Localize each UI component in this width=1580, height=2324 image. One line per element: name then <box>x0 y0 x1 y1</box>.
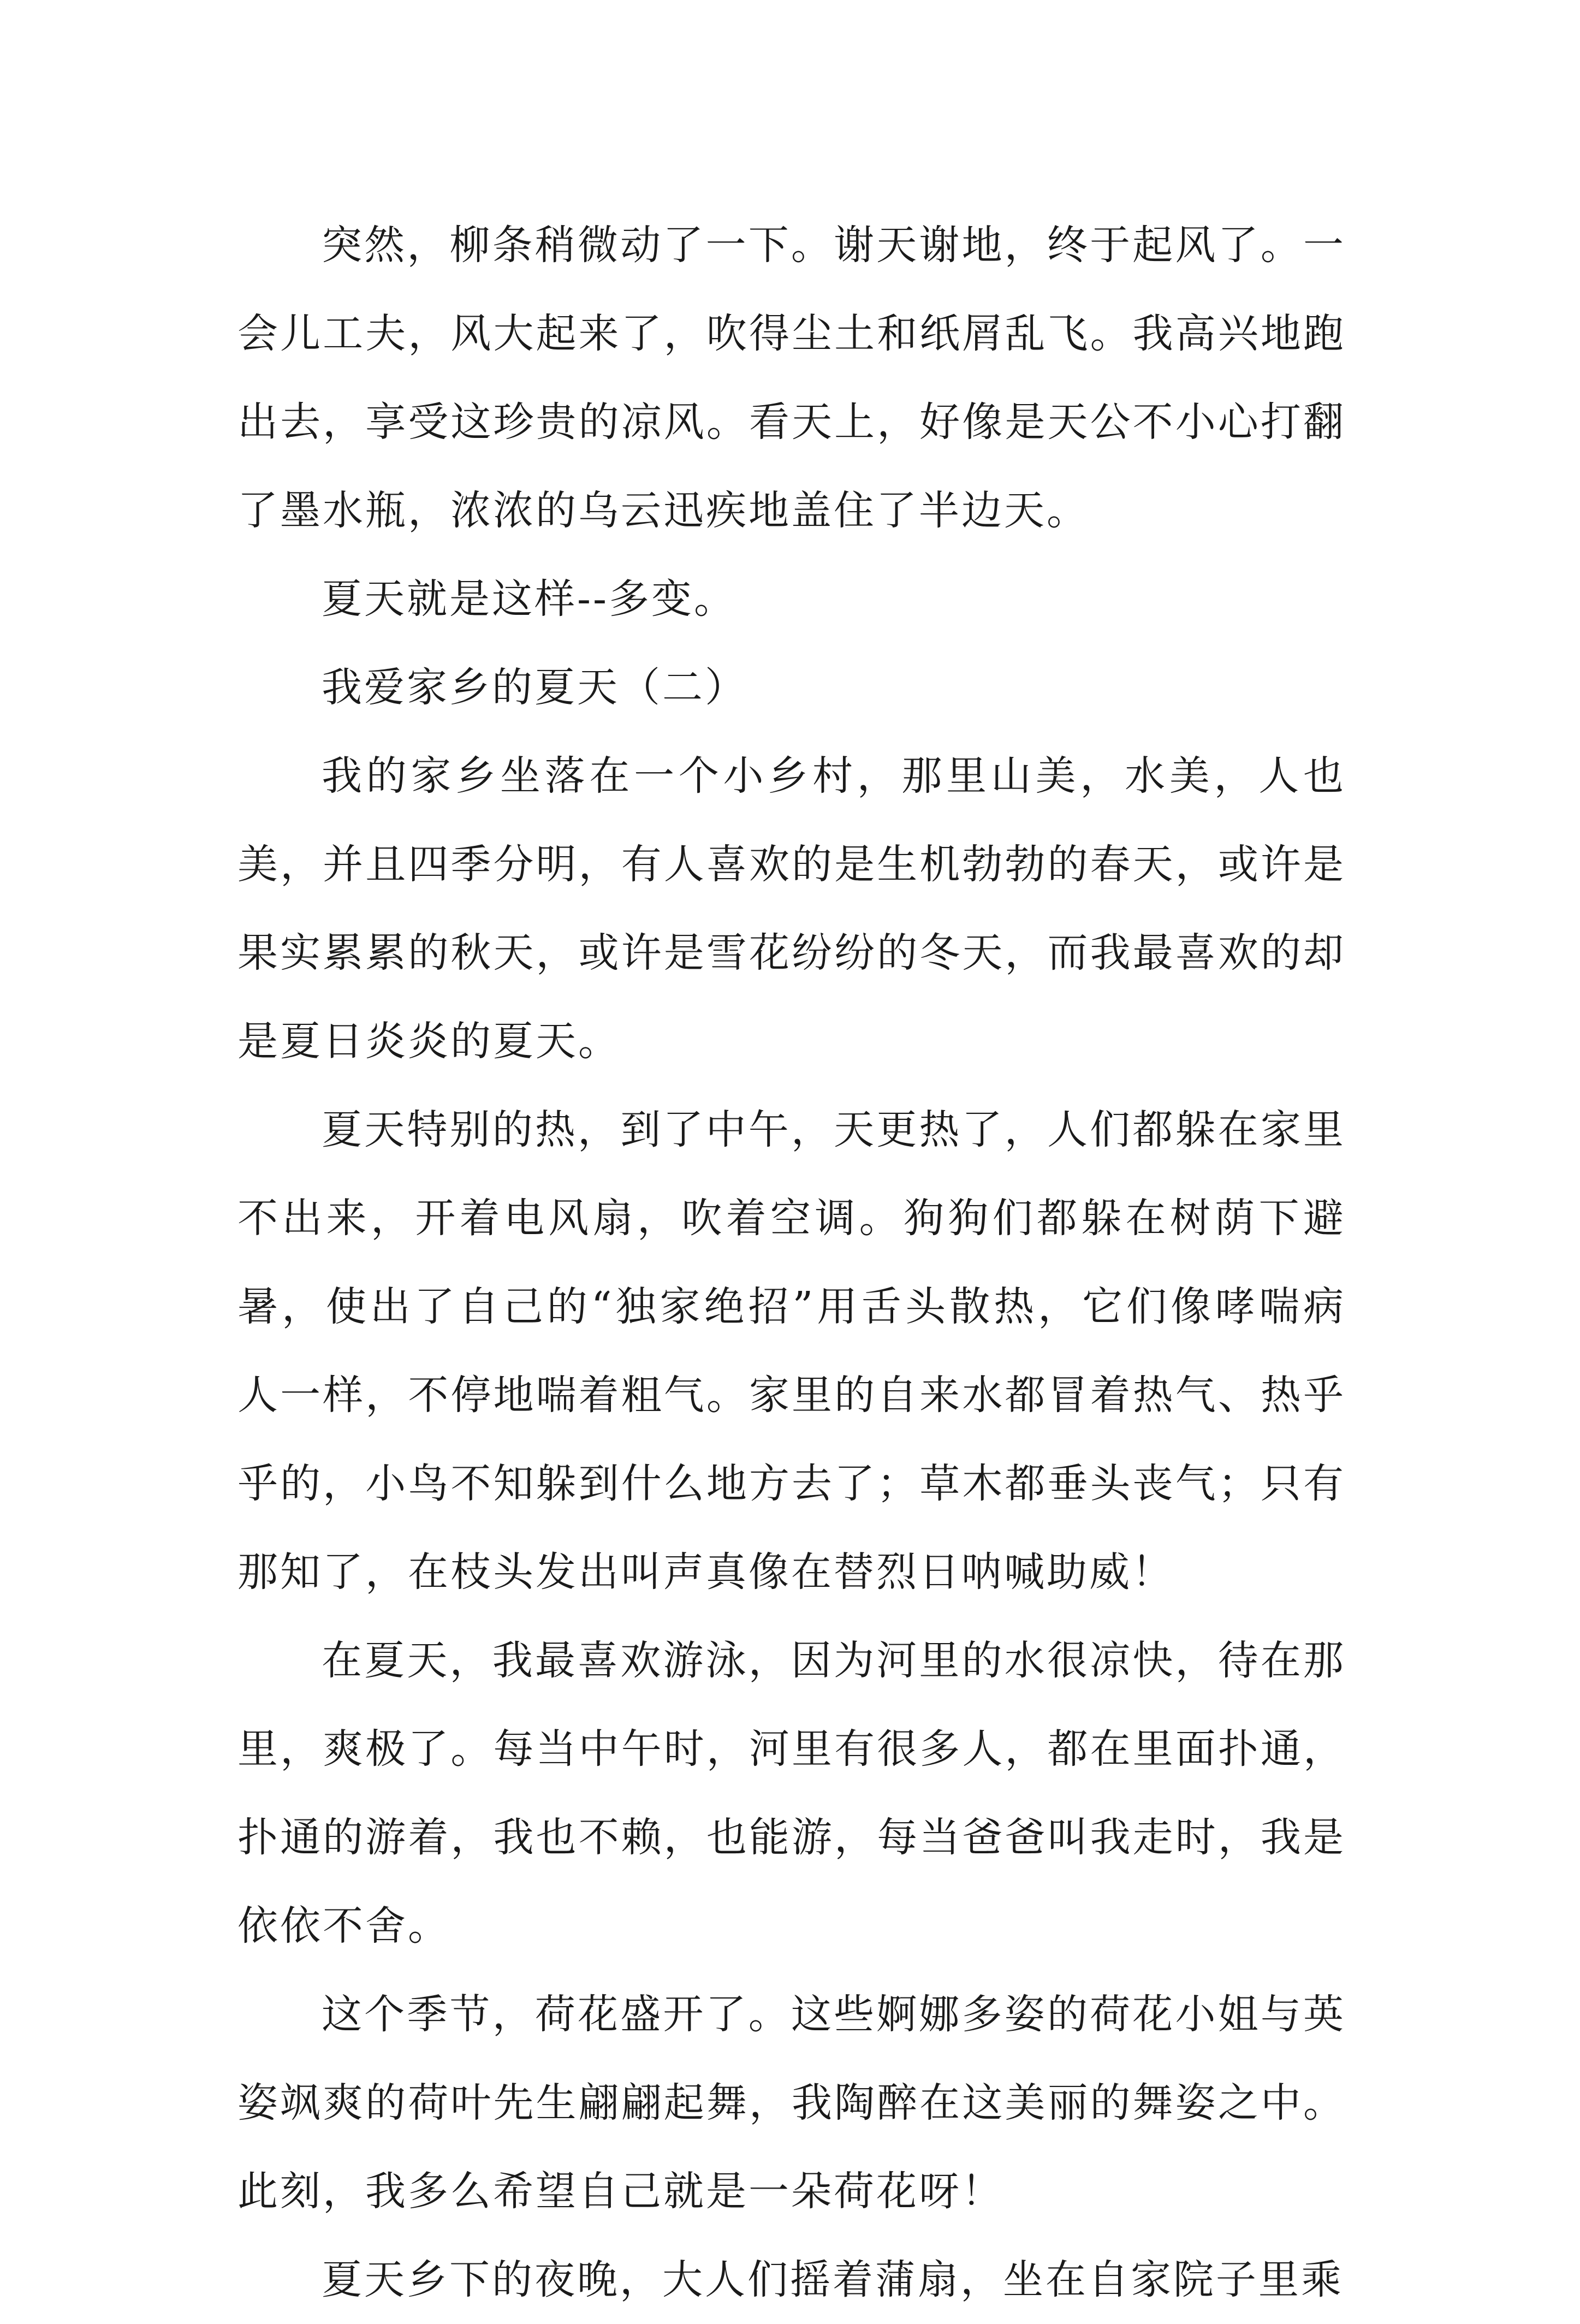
paragraph-1: 突然，柳条稍微动了一下。谢天谢地，终于起风了。一会儿工夫，风大起来了，吹得尘土和纸屑乱飞。我高兴地跑出去，享受这珍贵的凉风。看天上，好像是天公不小心打翻了墨水瓶，浓浓的乌云迅疾地盖住了半边天。 <box>237 222 1346 534</box>
paragraph-5: 在夏天，我最喜欢游泳，因为河里的水很凉快，待在那里，爽极了。每当中午时，河里有很多人，都在里面扑通，扑通的游着，我也不赖，也能游，每当爸爸叫我走时，我是依依不舍。 <box>237 1637 1346 1949</box>
paragraph-2: 夏天就是这样--多变。 <box>322 576 737 622</box>
paragraph-6: 这个季节，荷花盛开了。这些婀娜多姿的荷花小姐与英姿飒爽的荷叶先生翩翩起舞，我陶醉在这美丽的舞姿之中。此刻，我多么希望自己就是一朵荷花呀！ <box>237 1991 1346 2215</box>
document-body <box>237 201 1346 2324</box>
paragraph-3: 我的家乡坐落在一个小乡村，那里山美，水美，人也美，并且四季分明，有人喜欢的是生机勃勃的春天，或许是果实累累的秋天，或许是雪花纷纷的冬天，而我最喜欢的却是夏日炎炎的夏天。 <box>237 752 1346 1065</box>
paragraph-7: 夏天乡下的夜晚，大人们摇着蒲扇，坐在自家院子里乘 <box>322 2256 1344 2303</box>
section-title: 我爱家乡的夏天（二） <box>322 664 747 711</box>
paragraph-4: 夏天特别的热，到了中午，天更热了，人们都躲在家里不出来，开着电风扇，吹着空调。狗狗们都躲在树荫下避暑，使出了自己的“独家绝招”用舌头散热，它们像哮喘病人一样，不停地喘着粗气。家里的自来水都冒着热气、热乎乎的，小鸟不知躲到什么地方去了；草木都垂头丧气；只有那知了，在枝头发出叫声真像在替烈日呐喊助威！ <box>237 1106 1346 1596</box>
